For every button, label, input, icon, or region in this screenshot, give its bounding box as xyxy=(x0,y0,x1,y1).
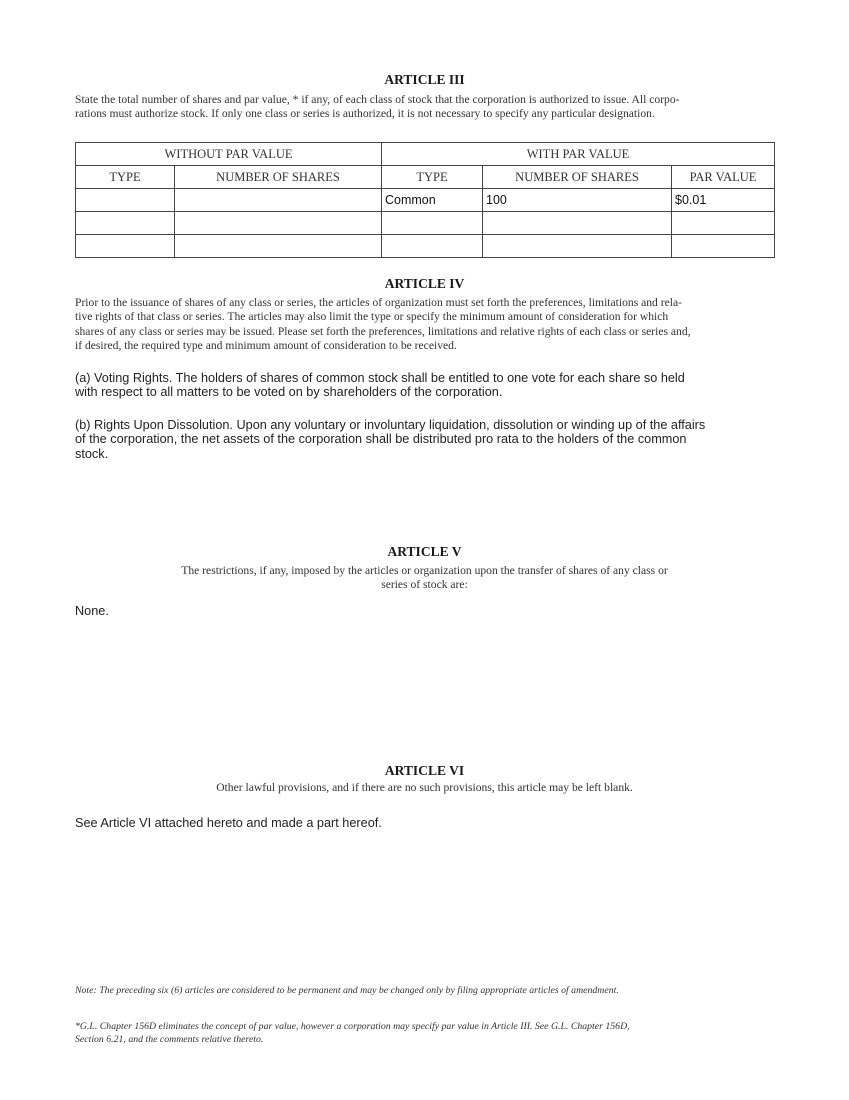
article-5-heading: ARTICLE V xyxy=(387,544,462,559)
par-value-footnote: *G.L. Chapter 156D eliminates the concept of par value, however a corporation may specify par value in Article III. See G.L. Chapter 156D, Section 6.21, and the comments relative thereto. xyxy=(75,1021,630,1045)
type-without-par-field[interactable] xyxy=(76,212,175,235)
shares-table xyxy=(75,142,775,258)
article-5-answer[interactable]: None. xyxy=(75,604,109,618)
par-value-field[interactable] xyxy=(672,212,775,235)
article-3-heading: ARTICLE III xyxy=(384,72,465,87)
article-4-instructions: Prior to the issuance of shares of any class or series, the articles of organization must set forth the preferences, limitations and rela- tive rights of that class or series. The articles may also limit the type or specify the minimum amount of consideration for which shares of any class or series may be issued. Please set forth the preferences, limitations and relative rights of each class or series and, if desired, the required type and minimum amount of consideration to be received. xyxy=(75,296,691,352)
article-6-instructions: Other lawful provisions, and if there are no such provisions, this article may be left blank. xyxy=(216,781,633,794)
shares-with-par-field[interactable] xyxy=(483,212,672,235)
table-group-header-row xyxy=(76,143,775,166)
article-6-answer[interactable]: See Article VI attached hereto and made a part hereof. xyxy=(75,816,382,830)
article-5-instructions: The restrictions, if any, imposed by the articles or organization upon the transfer of shares of any class or series of stock are: xyxy=(181,564,668,592)
par-value-field[interactable] xyxy=(672,235,775,258)
shares-without-par-field[interactable] xyxy=(175,212,382,235)
shares-with-par-field[interactable] xyxy=(483,235,672,258)
column-header-number-of-shares: NUMBER OF SHARES xyxy=(175,166,382,189)
par-value-field[interactable]: $0.01 xyxy=(672,189,775,212)
column-header-par-value: PAR VALUE xyxy=(672,166,775,189)
type-without-par-field[interactable] xyxy=(76,235,175,258)
type-with-par-field[interactable] xyxy=(382,235,483,258)
article-4-voting-rights[interactable]: (a) Voting Rights. The holders of shares of common stock shall be entitled to one vote for each share so held with respect to all matters to be voted on by shareholders of the corporation. xyxy=(75,371,685,400)
table-row xyxy=(76,212,775,235)
with-par-value-header: WITH PAR VALUE xyxy=(382,143,775,166)
table-row xyxy=(76,189,775,212)
type-with-par-field[interactable] xyxy=(382,212,483,235)
type-without-par-field[interactable] xyxy=(76,189,175,212)
column-header-type: TYPE xyxy=(382,166,483,189)
article-6-heading: ARTICLE VI xyxy=(384,763,465,778)
shares-with-par-field[interactable]: 100 xyxy=(483,189,672,212)
article-3-instructions: State the total number of shares and par value, * if any, of each class of stock that the corporation is authorized to issue. All corpo- rations must authorize stock. If only one class or series is authorized, it is not necessary to specify any particular designation. xyxy=(75,93,680,121)
shares-without-par-field[interactable] xyxy=(175,235,382,258)
article-4-heading: ARTICLE IV xyxy=(384,276,465,291)
type-with-par-field[interactable]: Common xyxy=(382,189,483,212)
column-header-type: TYPE xyxy=(76,166,175,189)
table-row xyxy=(76,235,775,258)
shares-without-par-field[interactable] xyxy=(175,189,382,212)
article-4-dissolution-rights[interactable]: (b) Rights Upon Dissolution. Upon any voluntary or involuntary liquidation, dissolution or winding up of the affairs of the corporation, the net assets of the corporation shall be distributed pro rata to the holders of the common stock. xyxy=(75,418,706,461)
without-par-value-header: WITHOUT PAR VALUE xyxy=(76,143,382,166)
amendment-note: Note: The preceding six (6) articles are considered to be permanent and may be changed only by filing appropriate articles of amendment. xyxy=(75,985,619,996)
table-column-header-row xyxy=(76,166,775,189)
column-header-number-of-shares: NUMBER OF SHARES xyxy=(483,166,672,189)
